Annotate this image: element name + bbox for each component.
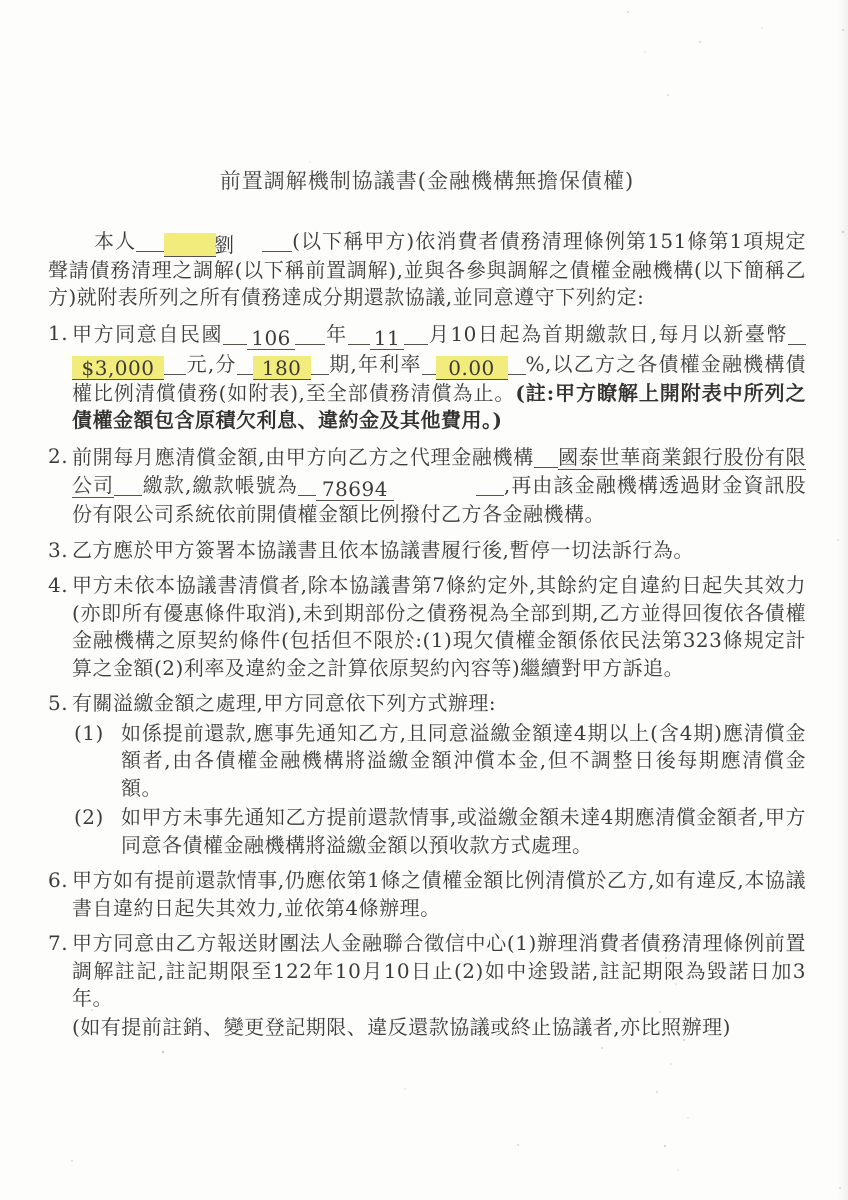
first-payment-year: 106: [247, 326, 295, 350]
clause-7: [48, 930, 806, 1041]
clause-7-note: (如有提前註銷、變更登記期限、違反還款協議或終止協議者,亦比照辦理): [72, 1014, 731, 1039]
clause-text: 繳款,繳款帳號為: [142, 473, 298, 497]
clause-text: 甲方未依本協議書清償者,除本協議書第7條約定外,其餘約定自違約日起失其效力(亦即所有優惠條件取消),未到期部份之債務視為全部到期,乙方並得回復依各債權金融機構之原契約條件(包括但不限於:(1)現欠債權金額係依民法第323條規定計算之金額(2)利率及違約金之計算依原契約內容等)繼續對甲方訴追。: [72, 573, 806, 680]
clause-4: [48, 572, 806, 682]
blank-underline: [788, 320, 806, 345]
blank-underline: [114, 471, 142, 496]
clause-number: 4.: [48, 573, 69, 597]
clause-text: 有關溢繳金額之處理,甲方同意依下列方式辦理:: [72, 691, 497, 715]
sub-clause-number: (1): [74, 720, 104, 745]
clause-number: 6.: [48, 868, 69, 892]
blank-underline: [534, 443, 558, 468]
clause-text: 甲方如有提前還款情事,仍應依第1條之債權金額比例清償於乙方,如有違反,本協議書自違約日起失其效力,並依第4條辦理。: [72, 868, 806, 920]
blank-underline: [348, 320, 370, 345]
blank-underline: [311, 350, 329, 375]
clause-5-sub-2: [74, 804, 806, 859]
document-content: [48, 0, 806, 1041]
clause-text: 甲方同意自民國: [72, 321, 224, 346]
blank-underline: [298, 471, 316, 496]
clause-text: 前開每月應清償金額,由甲方向乙方之代理金融機構: [72, 444, 534, 469]
redacted-gap: [216, 228, 262, 252]
clause-6: [48, 867, 806, 922]
clause-3: [48, 537, 806, 565]
intro-lead: 本人: [94, 228, 137, 253]
sub-clause-number: (2): [74, 805, 104, 829]
clause-1-note: (註:甲方瞭解上開附表中所列之債權金額包含原積欠利息、違約金及其他費用。): [72, 380, 806, 432]
clause-text: 期,年利率: [328, 351, 422, 376]
blank-underline: [508, 350, 526, 375]
clause-number: 5.: [48, 691, 69, 715]
blank-underline: [237, 350, 253, 375]
clause-text: 月10日起為首期繳款日,每月以新臺幣: [427, 321, 789, 346]
intro-body: (以下稱甲方)依消費者債務清理條例第151條第1項規定聲請債務清理之調解(以下稱前置調解),並與各參與調解之債權金融機構(以下簡稱乙方)就附表所列之所有債務達成分期還款協議,並同意遵守下列約定:: [48, 228, 806, 309]
document-title: 前置調解機制協議書(金融機構無擔保債權): [219, 169, 635, 193]
blank-underline: [262, 227, 292, 252]
clause-5: [48, 690, 806, 859]
intro-paragraph: [48, 227, 806, 312]
blank-underline: [223, 320, 247, 345]
sub-clause-text: 如甲方未事先通知乙方提前還款情事,或溢繳金額未達4期應清償金額者,甲方同意各債權金融機構將溢繳金額以預收款方式處理。: [121, 805, 806, 857]
clause-text: 年: [325, 321, 348, 346]
clause-text: 甲方同意由乙方報送財團法人金融聯合徵信中心(1)辦理消費者債務清理條例前置調解註記,註記期限至122年10月10日止(2)如中途毀諾,註記期限為毀諾日加3年。: [72, 931, 806, 1010]
clause-number: 7.: [48, 931, 69, 955]
blank-underline: [164, 350, 186, 375]
clause-text: ,再由該金融機構透過財金資訊股份有限公司系統依前開債權金額比例撥付乙方各金融機構。: [72, 473, 807, 526]
agent-bank-name: 國泰世華商業銀行股份有限公司: [72, 444, 807, 497]
clause-text: 元,分: [186, 351, 237, 376]
blank-underline: [404, 320, 428, 345]
clause-number: 2.: [48, 443, 69, 468]
clause-5-sub-1: [74, 720, 806, 803]
clause-1: [48, 320, 806, 435]
payment-account-number: 78694: [316, 477, 394, 501]
blank-underline: [136, 227, 164, 252]
monthly-payment-amount: $3,000: [72, 356, 164, 380]
sub-clause-text: 如係提前還款,應事先通知乙方,且同意溢繳金額達4期以上(含4期)應清償金額者,由各債權金融機構將溢繳金額沖償本金,但不調整日後每期應清償金額。: [121, 720, 806, 800]
clause-2: [48, 443, 806, 529]
debtor-name: 劉: [164, 233, 216, 257]
clause-number: 1.: [48, 320, 69, 345]
blank-underline: [422, 350, 436, 375]
installment-count: 180: [253, 356, 311, 380]
clause-text: %,以乙方之各債權金融機構債權比例清償債務(如附表),至全部債務清償為止。: [72, 351, 807, 405]
annual-interest-rate: 0.00: [436, 356, 508, 380]
blank-underline: [295, 320, 325, 345]
redacted-gap: [394, 472, 476, 496]
clause-number: 3.: [48, 537, 69, 562]
clause-text: 乙方應於甲方簽署本協議書且依本協議書履行後,暫停一切法訴行為。: [72, 537, 694, 562]
blank-underline: [476, 471, 504, 496]
first-payment-month: 11: [370, 326, 404, 350]
